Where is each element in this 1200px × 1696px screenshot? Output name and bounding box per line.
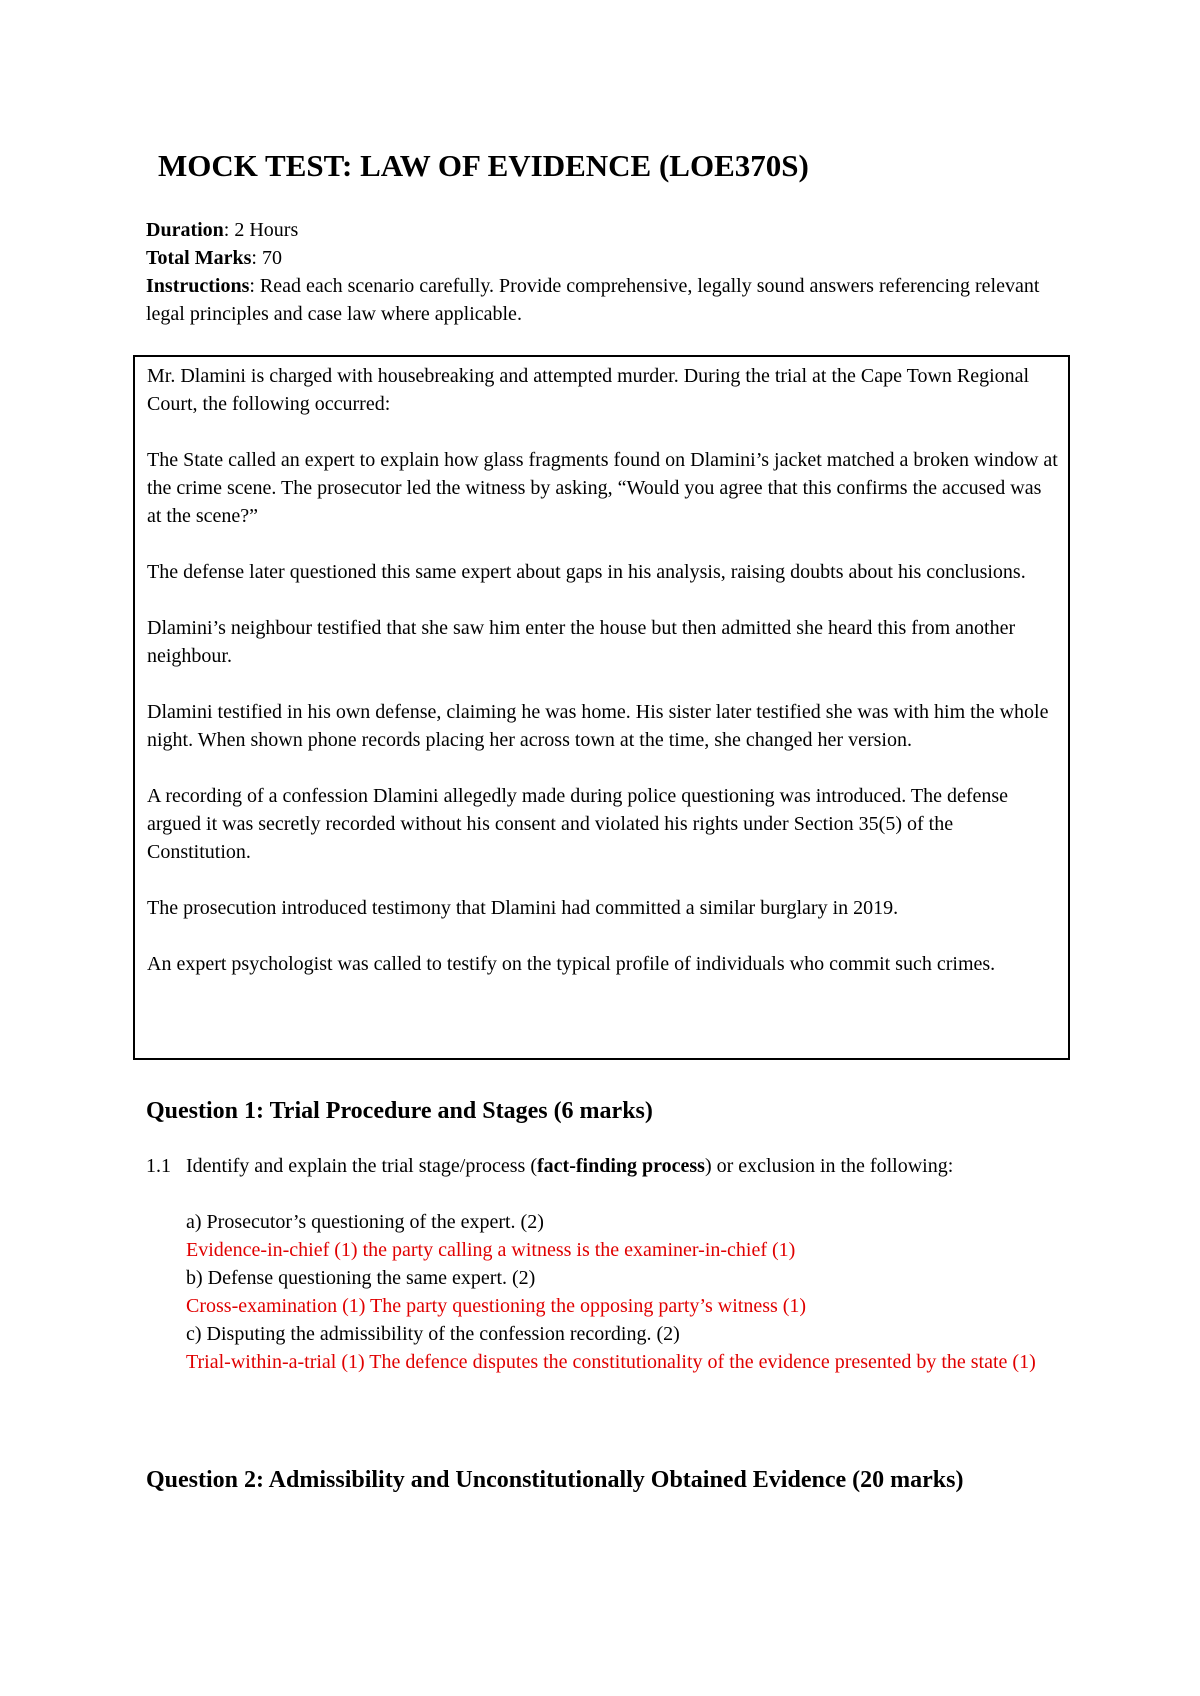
question-1-body [146,1152,1046,1376]
answer-c: Trial-within-a-trial (1) The defence disputes the constitutionality of the evidence presented by the state (1) [186,1351,1036,1373]
sub-questions [146,1180,1046,1376]
instructions-row [146,272,1066,328]
scenario-paragraph: Mr. Dlamini is charged with housebreaking and attempted murder. During the trial at the Cape Town Regional Court, the following occurred: [147,365,1030,415]
scenario-paragraph: Dlamini testified in his own defense, claiming he was home. His sister later testified she was with him the whole night. When shown phone records placing her across town at the time, she changed her version. [147,701,1049,751]
item-text-bold: fact-finding process [537,1155,705,1177]
sub-question-c: c) Disputing the admissibility of the confession recording. (2) [186,1323,680,1345]
instructions-label: Instructions [146,275,250,297]
answer-a: Evidence-in-chief (1) the party calling a witness is the examiner-in-chief (1) [186,1239,796,1261]
item-text [186,1152,1046,1180]
scenario-paragraph: The defense later questioned this same expert about gaps in his analysis, raising doubts about his conclusions. [147,561,1026,583]
scenario-paragraph: An expert psychologist was called to testify on the typical profile of individuals who commit such crimes. [147,953,996,975]
question-item-1-1 [146,1152,1046,1180]
item-text-part: ) or exclusion in the following: [704,1155,954,1177]
total-marks-label: Total Marks [146,247,252,269]
duration-row [146,216,1066,244]
answer-b: Cross-examination (1) The party questioning the opposing party’s witness (1) [186,1295,807,1317]
instructions-value: : Read each scenario carefully. Provide comprehensive, legally sound answers referencing relevant legal principles and case law where applicable. [146,275,1040,325]
total-marks-row [146,244,1066,272]
duration-value: : 2 Hours [223,219,299,241]
total-marks-value: : 70 [251,247,282,269]
scenario-box [133,355,1070,1060]
scenario-paragraph: The prosecution introduced testimony that Dlamini had committed a similar burglary in 2019. [147,897,899,919]
item-number: 1.1 [146,1155,171,1177]
scenario-paragraph: Dlamini’s neighbour testified that she saw him enter the house but then admitted she heard this from another neighbour. [147,617,1016,667]
question-2-heading: Question 2: Admissibility and Unconstitutionally Obtained Evidence (20 marks) [146,1467,964,1493]
scenario-paragraph: The State called an expert to explain how glass fragments found on Dlamini’s jacket matched a broken window at the crime scene. The prosecutor led the witness by asking, “Would you agree that this confirms the accused was at the scene?” [147,449,1058,527]
duration-label: Duration [146,219,224,241]
sub-question-a: a) Prosecutor’s questioning of the expert. (2) [186,1211,544,1233]
sub-question-b: b) Defense questioning the same expert. (2) [186,1267,536,1289]
test-meta [146,216,1066,328]
question-1-heading: Question 1: Trial Procedure and Stages (6 marks) [146,1098,653,1124]
item-text-part: Identify and explain the trial stage/process ( [186,1155,537,1177]
document-title: MOCK TEST: LAW OF EVIDENCE (LOE370S) [158,148,809,183]
scenario-paragraph: A recording of a confession Dlamini allegedly made during police questioning was introduced. The defense argued it was secretly recorded without his consent and violated his rights under Section 35(5) of the Constitution. [147,785,1009,863]
